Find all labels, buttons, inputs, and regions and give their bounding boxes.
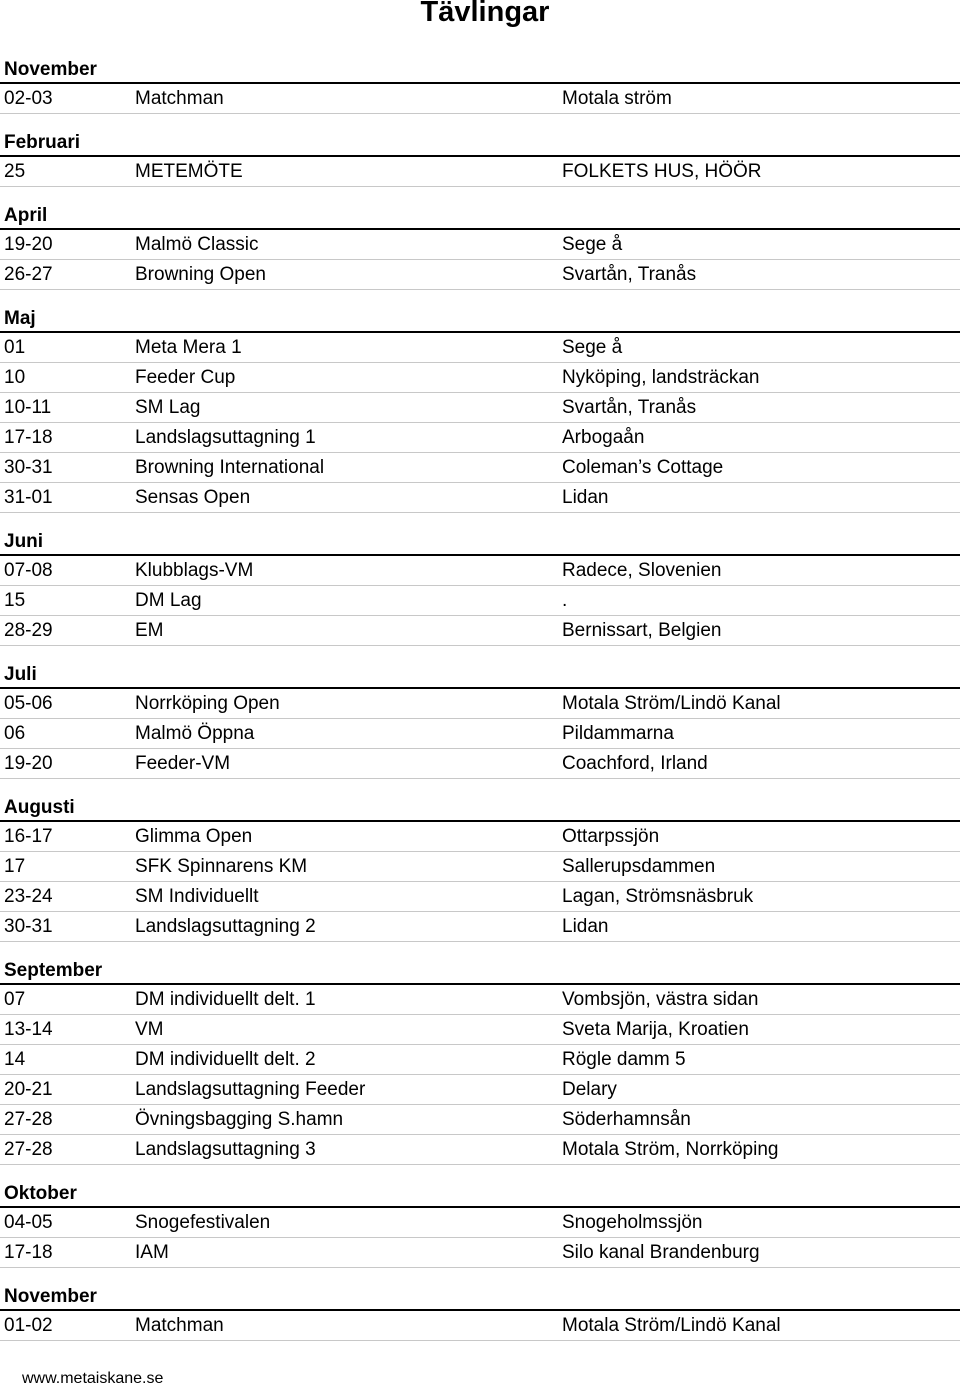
event-date: 19-20 <box>4 234 53 255</box>
event-row <box>0 1135 960 1165</box>
event-location: Delary <box>562 1079 617 1100</box>
month-header: Juli <box>0 660 960 689</box>
event-location: Arbogaån <box>562 427 645 448</box>
event-name: SFK Spinnarens KM <box>135 856 308 877</box>
event-name: Feeder-VM <box>135 753 231 774</box>
event-date: 01-02 <box>4 1315 53 1336</box>
event-row <box>0 882 960 912</box>
event-row <box>0 749 960 779</box>
event-location: Lagan, Strömsnäsbruk <box>562 886 754 907</box>
event-location: Lidan <box>562 916 609 937</box>
event-name: SM Lag <box>135 397 201 418</box>
event-name: Malmö Öppna <box>135 723 255 744</box>
event-location: Svartån, Tranås <box>562 397 697 418</box>
month-header: Juni <box>0 527 960 556</box>
event-location: Coleman’s Cottage <box>562 457 724 478</box>
event-row <box>0 985 960 1015</box>
event-row <box>0 852 960 882</box>
event-row <box>0 483 960 513</box>
month-header: Maj <box>0 304 960 333</box>
event-location: Svartån, Tranås <box>562 264 697 285</box>
event-row <box>0 912 960 942</box>
competition-schedule <box>0 55 960 1355</box>
event-row <box>0 1015 960 1045</box>
month-header: April <box>0 201 960 230</box>
event-date: 23-24 <box>4 886 53 907</box>
event-location: Bernissart, Belgien <box>562 620 722 641</box>
event-row <box>0 1208 960 1238</box>
month-section <box>0 55 960 114</box>
event-date: 07-08 <box>4 560 53 581</box>
event-name: Glimma Open <box>135 826 253 847</box>
event-date: 17-18 <box>4 427 53 448</box>
event-row <box>0 1105 960 1135</box>
footer-website-link[interactable]: www.metaiskane.se <box>22 1370 164 1387</box>
event-row <box>0 616 960 646</box>
event-row <box>0 423 960 453</box>
event-location: FOLKETS HUS, HÖÖR <box>562 161 762 182</box>
event-name: Landslagsuttagning Feeder <box>135 1079 366 1100</box>
event-row <box>0 84 960 114</box>
month-section <box>0 128 960 187</box>
event-name: Övningsbagging S.hamn <box>135 1109 344 1130</box>
event-name: IAM <box>135 1242 169 1263</box>
event-date: 20-21 <box>4 1079 53 1100</box>
event-date: 15 <box>4 590 26 611</box>
month-section <box>0 304 960 513</box>
event-location: Radece, Slovenien <box>562 560 722 581</box>
event-date: 27-28 <box>4 1109 53 1130</box>
event-name: Matchman <box>135 88 224 109</box>
event-location: Sallerupsdammen <box>562 856 716 877</box>
event-row <box>0 689 960 719</box>
event-name: DM Lag <box>135 590 202 611</box>
event-date: 26-27 <box>4 264 53 285</box>
event-name: Matchman <box>135 1315 224 1336</box>
event-date: 13-14 <box>4 1019 53 1040</box>
event-row <box>0 556 960 586</box>
event-name: Sensas Open <box>135 487 251 508</box>
event-name: Meta Mera 1 <box>135 337 242 358</box>
event-name: SM Individuellt <box>135 886 259 907</box>
event-name: Malmö Classic <box>135 234 259 255</box>
event-date: 14 <box>4 1049 26 1070</box>
month-header: September <box>0 956 960 985</box>
event-date: 31-01 <box>4 487 53 508</box>
month-section <box>0 1179 960 1268</box>
event-row <box>0 1238 960 1268</box>
event-name: DM individuellt delt. 1 <box>135 989 316 1010</box>
event-location: Rögle damm 5 <box>562 1049 686 1070</box>
event-name: Browning International <box>135 457 325 478</box>
event-location: Coachford, Irland <box>562 753 708 774</box>
event-name: VM <box>135 1019 164 1040</box>
event-location: Ottarpssjön <box>562 826 660 847</box>
event-date: 28-29 <box>4 620 53 641</box>
month-header: Oktober <box>0 1179 960 1208</box>
month-header: Augusti <box>0 793 960 822</box>
event-date: 19-20 <box>4 753 53 774</box>
event-date: 27-28 <box>4 1139 53 1160</box>
month-section <box>0 793 960 942</box>
event-location: Lidan <box>562 487 609 508</box>
event-row <box>0 1045 960 1075</box>
event-name: METEMÖTE <box>135 161 243 182</box>
event-date: 10 <box>4 367 26 388</box>
event-name: Landslagsuttagning 3 <box>135 1139 316 1160</box>
event-row <box>0 453 960 483</box>
event-row <box>0 822 960 852</box>
page-title: Tävlingar <box>420 0 550 28</box>
event-row <box>0 586 960 616</box>
event-name: DM individuellt delt. 2 <box>135 1049 316 1070</box>
event-location: Motala Ström/Lindö Kanal <box>562 1315 781 1336</box>
event-name: Klubblags-VM <box>135 560 254 581</box>
event-location: Pildammarna <box>562 723 674 744</box>
event-name: Landslagsuttagning 1 <box>135 427 316 448</box>
event-row <box>0 1311 960 1341</box>
event-row <box>0 363 960 393</box>
event-date: 30-31 <box>4 916 53 937</box>
event-date: 06 <box>4 723 26 744</box>
event-row <box>0 393 960 423</box>
event-date: 04-05 <box>4 1212 53 1233</box>
month-section <box>0 527 960 646</box>
event-name: EM <box>135 620 164 641</box>
event-location: . <box>562 590 568 611</box>
event-row <box>0 333 960 363</box>
event-date: 10-11 <box>4 397 52 418</box>
event-date: 25 <box>4 161 26 182</box>
event-location: Söderhamnsån <box>562 1109 691 1130</box>
event-name: Landslagsuttagning 2 <box>135 916 316 937</box>
event-name: Browning Open <box>135 264 266 285</box>
month-section <box>0 201 960 290</box>
event-location: Sege å <box>562 234 623 255</box>
event-name: Feeder Cup <box>135 367 236 388</box>
month-section <box>0 956 960 1165</box>
event-name: Snogefestivalen <box>135 1212 271 1233</box>
event-date: 02-03 <box>4 88 53 109</box>
event-date: 30-31 <box>4 457 53 478</box>
event-date: 05-06 <box>4 693 53 714</box>
month-header: November <box>0 55 960 84</box>
event-date: 07 <box>4 989 26 1010</box>
event-location: Motala Ström, Norrköping <box>562 1139 779 1160</box>
event-row <box>0 230 960 260</box>
event-location: Vombsjön, västra sidan <box>562 989 759 1010</box>
month-header: Februari <box>0 128 960 157</box>
event-row <box>0 1075 960 1105</box>
event-row <box>0 719 960 749</box>
event-location: Snogeholmssjön <box>562 1212 703 1233</box>
event-date: 17 <box>4 856 26 877</box>
event-location: Sege å <box>562 337 623 358</box>
month-section <box>0 1282 960 1341</box>
event-row <box>0 260 960 290</box>
event-date: 01 <box>4 337 26 358</box>
event-row <box>0 157 960 187</box>
event-date: 16-17 <box>4 826 53 847</box>
event-name: Norrköping Open <box>135 693 280 714</box>
month-section <box>0 660 960 779</box>
event-location: Nyköping, landsträckan <box>562 367 760 388</box>
event-location: Silo kanal Brandenburg <box>562 1242 760 1263</box>
month-header: November <box>0 1282 960 1311</box>
event-location: Sveta Marija, Kroatien <box>562 1019 749 1040</box>
event-location: Motala ström <box>562 88 672 109</box>
event-date: 17-18 <box>4 1242 53 1263</box>
event-location: Motala Ström/Lindö Kanal <box>562 693 781 714</box>
